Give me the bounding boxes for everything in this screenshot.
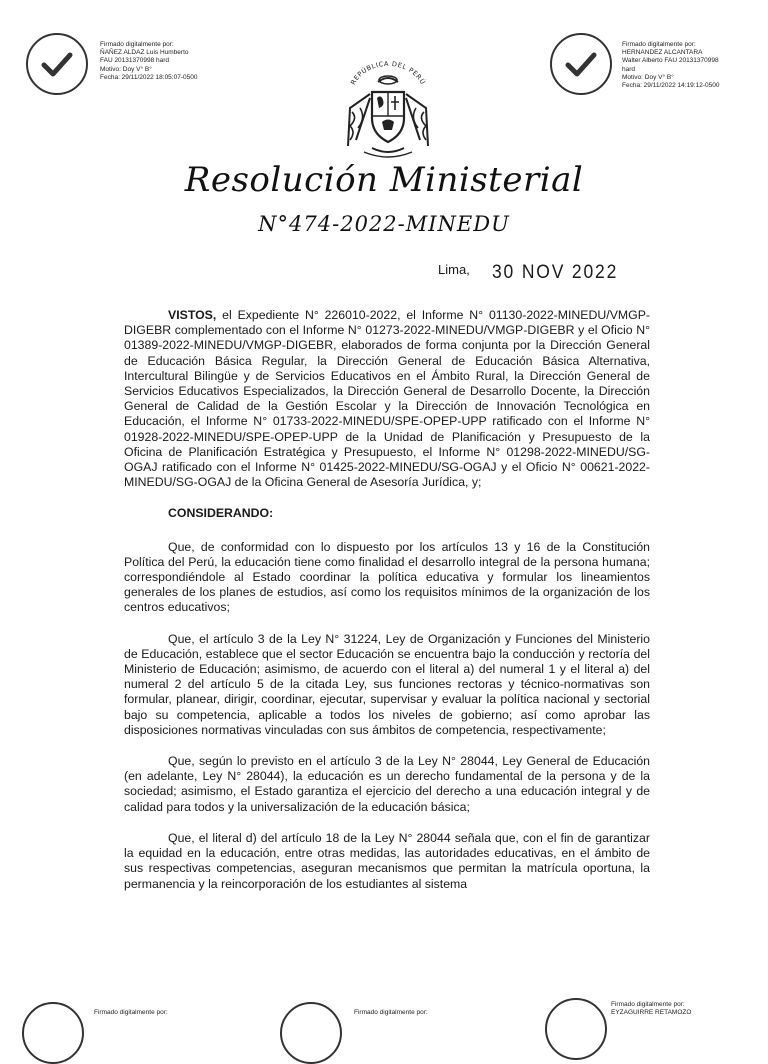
vistos-paragraph bbox=[124, 308, 650, 490]
signature-text: Firmado digitalmente por: ÑAÑEZ ALDAZ Luis Humberto FAU 20131370998 hard Motivo: Doy V° B° Fecha: 29/11/2022 18:05:07-0500 bbox=[100, 41, 198, 81]
signature-text: Firmado digitalmente por: bbox=[354, 1009, 428, 1016]
body-paragraph: Que, el literal d) del artículo 18 de la Ley N° 28044 señala que, con el fin de garantizar la equidad en la educación, entre otras medidas, las autoridades educativas, en el ámbito de sus respectivas competencias, aseguran mecanismos que permitan la matrícula oportuna, la permanencia y la reincorporación de los estudiantes al sistema bbox=[124, 830, 650, 891]
emblem-arc-text: REPÚBLICA DEL PERÚ bbox=[349, 59, 427, 87]
signature-text: Firmado digitalmente por: HERNANDEZ ALCANTARA Walter Alberto FAU 20131370998 hard Motivo: Doy V° B° Fecha: 29/11/2022 14:19:12-0500 bbox=[622, 41, 720, 90]
resolution-number: N°474-2022-MINEDU bbox=[258, 212, 510, 236]
signature-text: Firmado digitalmente por: EYZAGUIRRE RETAMOZO bbox=[611, 1001, 692, 1017]
document-title: Resolución Ministerial bbox=[184, 160, 584, 200]
signature-check-icon bbox=[26, 33, 88, 95]
dateline-date-stamp: 30 NOV 2022 bbox=[492, 262, 619, 283]
signature-check-icon bbox=[22, 1002, 84, 1064]
body-paragraph: Que, según lo previsto en el artículo 3 de la Ley N° 28044, Ley General de Educación (en adelante, Ley N° 28044), la educación es un derecho fundamental de la persona y de la sociedad; asimismo, el Estado garantiza el ejercicio del derecho a una educación integral y de calidad para todos y la universalización de la educación básica; bbox=[124, 754, 650, 814]
vistos-label: VISTOS, bbox=[168, 308, 217, 322]
svg-text:REPÚBLICA DEL PERÚ bbox=[349, 60, 428, 86]
signature-check-icon bbox=[280, 1002, 342, 1064]
vistos-text: el Expediente N° 226010-2022, el Informe N° 01130-2022-MINEDU/VMGP-DIGEBR complementado con el Informe N° 01273-2022-MINEDU/VMGP-DIGEBR y el Oficio N° 01389-2022-MINEDU/VMGP-DIGEBR, elaborados de forma conjunta por la Dirección General de Educación Básica Regular, la Dirección General de Educación Básica Alternativa, Intercultural Bilingüe y de Servicios Educativos en el Ámbito Rural, la Dirección General de Servicios Educativos Especializados, la Dirección General de Desarrollo Docente, la Dirección General de Calidad de la Gestión Escolar y la Dirección de Innovación Tecnológica en Educación, el Informe N° 01733-2022-MINEDU/SPE-OPEP-UPP ratificado con el Informe N° 01928-2022-MINEDU/SPE-OPEP-UPP de la Unidad de Planificación y Presupuesto de la Oficina de Planificación Estratégica y Presupuesto, el Informe N° 01298-2022-MINEDU/SG-OGAJ ratificado con el Informe N° 01425-2022-MINEDU/SG-OGAJ y el Oficio N° 00621-2022-MINEDU/SG-OGAJ de la Oficina General de Asesoría Jurídica, y; bbox=[124, 308, 650, 490]
considerando-heading: CONSIDERANDO: bbox=[168, 506, 274, 521]
signature-text: Firmado digitalmente por: bbox=[94, 1009, 168, 1016]
body-paragraph: Que, el artículo 3 de la Ley N° 31224, Ley de Organización y Funciones del Ministerio de Educación, establece que el sector Educación se encuentra bajo la conducción y rectoría del Ministerio de Educación; asimismo, de acuerdo con el literal a) del numeral 1 y el literal a) del numeral 2 del artículo 5 de la citada Ley, sus funciones rectoras y técnico-normativas son formular, planear, dirigir, coordinar, ejecutar, supervisar y evaluar la política nacional y sectorial bajo su competencia, aplicable a todos los niveles de gobierno; así como aprobar las disposiciones normativas vinculadas con sus ámbitos de competencia, respectivamente; bbox=[124, 631, 650, 737]
dateline-city: Lima, bbox=[438, 262, 470, 277]
coat-of-arms-icon bbox=[342, 52, 434, 160]
body-paragraph: Que, de conformidad con lo dispuesto por los artículos 13 y 16 de la Constitución Política del Perú, la educación tiene como finalidad el desarrollo integral de la persona humana; correspondiéndole al Estado coordinar la política educativa y formular los lineamientos generales de los planes de estudios, así como los requisitos mínimos de la organización de los centros educativos; bbox=[124, 539, 650, 615]
signature-check-icon bbox=[550, 33, 612, 95]
dateline bbox=[438, 262, 658, 292]
document-body bbox=[124, 308, 650, 908]
signature-check-icon bbox=[545, 998, 607, 1060]
